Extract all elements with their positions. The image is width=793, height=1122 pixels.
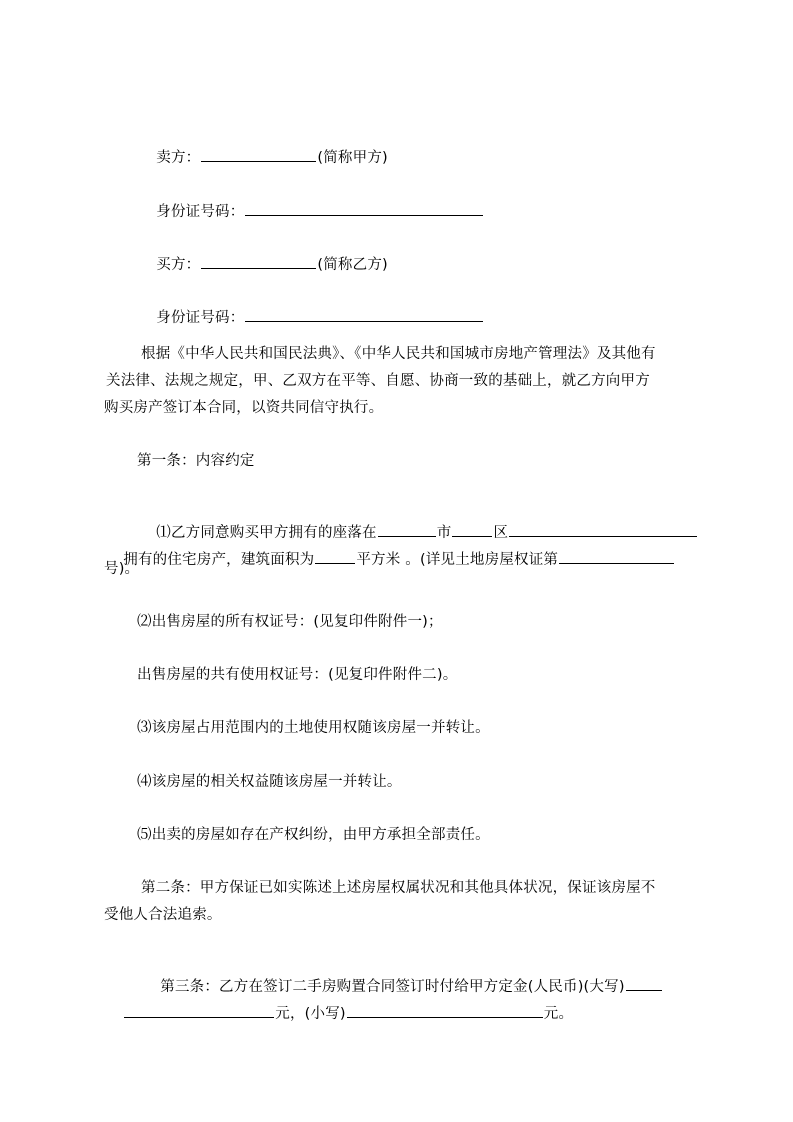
article-3-line-2 <box>104 988 573 1040</box>
item1-text-c: 区 <box>493 525 509 541</box>
buyer-label: 买方： <box>156 257 201 273</box>
preamble-line-2: 关法律、法规之规定，甲、乙双方在平等、自愿、协商一致的基础上，就乙方向甲方 <box>106 373 650 389</box>
article-1-item-3: ⑶该房屋占用范围内的土地使用权随该房屋一并转让。 <box>137 720 490 736</box>
buyer-name-blank[interactable] <box>201 256 316 269</box>
item1-text-a: ⑴乙方同意购买甲方拥有的座落在 <box>156 525 377 541</box>
article-1-title: 第一条：内容约定 <box>137 453 255 469</box>
seller-id-blank[interactable] <box>245 203 483 216</box>
area-blank[interactable] <box>315 551 355 564</box>
certificate-blank[interactable] <box>559 551 674 564</box>
deposit-words-blank-2[interactable] <box>124 1005 274 1018</box>
article-3-text-2b: 元。 <box>543 1006 574 1022</box>
deposit-number-blank[interactable] <box>347 1005 543 1018</box>
preamble-line-3: 购买房产签订本合同，以资共同信守执行。 <box>104 400 384 416</box>
buyer-suffix: (简称乙方) <box>317 257 388 273</box>
article-1-item-2b: 出售房屋的共有使用权证号：(见复印件附件二)。 <box>137 667 458 683</box>
seller-id-label: 身份证号码： <box>156 204 245 220</box>
article-2-line-1: 第二条：甲方保证已如实陈述上述房屋权属状况和其他具体状况，保证该房屋不 <box>141 880 656 896</box>
article-1-item-4: ⑷该房屋的相关权益随该房屋一并转让。 <box>137 774 402 790</box>
deposit-words-blank-1[interactable] <box>626 978 662 991</box>
item1-text-e: 平方米 。(详见土地房屋权证第 <box>356 552 559 568</box>
seller-suffix: (简称甲方) <box>317 150 388 166</box>
item1-text-d: 拥有的住宅房产，建筑面积为 <box>123 552 315 568</box>
buyer-line <box>137 239 388 291</box>
article-1-item-1-line-3: 号)。 <box>104 561 140 577</box>
seller-name-blank[interactable] <box>201 149 316 162</box>
seller-line <box>137 132 388 184</box>
item1-text-b: 市 <box>436 525 452 541</box>
article-2-line-2: 受他人合法追索。 <box>104 907 222 923</box>
article-1-item-1-line-2 <box>104 534 675 586</box>
buyer-id-line <box>137 292 484 344</box>
preamble-line-1: 根据《中华人民共和国民法典》、《中华人民共和国城市房地产管理法》及其他有 <box>141 346 656 362</box>
article-3-text-1: 第三条：乙方在签订二手房购置合同签订时付给甲方定金(人民币)(大写) <box>160 979 625 995</box>
seller-label: 卖方： <box>156 150 201 166</box>
article-3-text-2a: 元，(小写) <box>275 1006 346 1022</box>
seller-id-line <box>137 186 484 238</box>
buyer-id-label: 身份证号码： <box>156 310 245 326</box>
buyer-id-blank[interactable] <box>245 309 483 322</box>
article-1-item-5: ⑸出卖的房屋如存在产权纠纷，由甲方承担全部责任。 <box>137 827 490 843</box>
article-1-item-2: ⑵出售房屋的所有权证号：(见复印件附件一)； <box>137 614 443 630</box>
